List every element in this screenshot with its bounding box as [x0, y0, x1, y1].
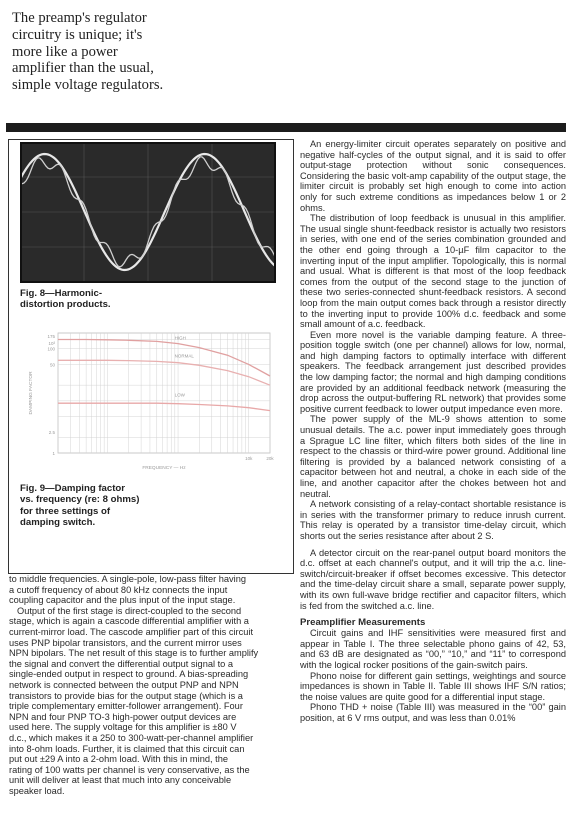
paragraph: Phono noise for different gain settings, weightings and source impedances is shown in Table II. Table III shows IHF S/N ratios; the noise values are quite good for a differential input stage. — [300, 670, 566, 702]
caption-line: Fig. 8—Harmonic- — [20, 288, 103, 299]
y-tick-label: 100 — [47, 346, 55, 352]
text-line: into 8-ohm loads. Further, it is claimed that this circuit can — [9, 743, 245, 754]
section-rule — [6, 123, 566, 132]
paragraph: The power supply of the ML-9 shows attention to some unusual details. The a.c. power input immediately goes through a Sprague LC line filter, which filters both sides of the line in respect to the chassis or third-wire power ground. Additional line filtering is provided by a balanced network consisting of a capacitor between hot and neutral, a choke in each side of the line, and another capacitor after the chokes between hot and neutral. — [300, 414, 566, 499]
y-tick-label: 2.5 — [48, 430, 55, 436]
left-column — [9, 574, 293, 796]
text-line: speaker load. — [9, 785, 65, 796]
text-line: NPN bipolars. The net result of this stage is to further amplify — [9, 648, 259, 659]
curve-label: NORMAL — [174, 353, 194, 359]
text-line: current-mirror load. The cascode amplifier part of this circuit — [9, 626, 254, 637]
text-line: unit will deliver at least that much into any conceivable — [9, 775, 232, 786]
text-line: network is connected between the output PNP and NPN — [9, 679, 239, 690]
text-line: rating of 100 watts per channel is very conservative, as the — [9, 764, 250, 775]
x-tick-label: 20k — [266, 456, 274, 461]
text-line: a cutoff frequency of about 80 kHz connects the input — [9, 584, 228, 595]
y-tick-label: 1 — [52, 451, 55, 456]
pull-quote-line: amplifier than the usual, — [12, 60, 154, 77]
caption-line: for three settings of — [20, 505, 111, 517]
y-tick-label: 50 — [49, 362, 55, 368]
text-line: single-ended output in respect to ground. A bias-spreading — [9, 669, 249, 680]
caption-line: damping switch. — [20, 517, 96, 529]
caption-line: distortion products. — [20, 299, 111, 311]
oscilloscope-trace — [20, 142, 276, 283]
fig8-caption — [20, 288, 111, 311]
curve-label: HIGH — [174, 335, 186, 341]
y-tick-label: 10³ — [48, 340, 55, 346]
paragraph: A detector circuit on the rear-panel output board monitors the d.c. offset at each channel's output, and it will trip the a.c. line-switch/circuit-breaker if offset becomes excessive. This detector and the time-delay circuit share a small, separate power supply, with its own full-wave bridge rectifier and capacitor filters, which is fed from the switched a.c. line. — [300, 547, 566, 611]
text-line: coupling capacitor and the plus input of the input stage. — [9, 595, 236, 606]
damping-chart-svg — [18, 325, 284, 475]
fig9-caption — [20, 483, 139, 529]
text-line: put out ±29 A into a 2-ohm load. With this in mind, the — [9, 754, 228, 765]
right-column — [300, 139, 566, 723]
paragraph: Even more novel is the variable damping feature. A three-position toggle switch (one per channel) allows for low, normal, and high damping factors to optimally interface with different speakers. The feedback arrangement just described provides the low damping factor; the normal and high damping conditions are provided by an additional feedback network (measuring the drop across the output-buffering RL network) that provides some positive current feedback to lower output impedance even more. — [300, 329, 566, 414]
paragraph: Phono THD + noise (Table III) was measured in the “00” gain position, at 6 V rms output, and was less than 0.01% — [300, 702, 566, 723]
x-tick-label: 10k — [245, 456, 253, 461]
paragraph: An energy-limiter circuit operates separately on positive and negative half-cycles of the output signal, and it is said to offer output-stage protection without sonic consequences. Considering the basic volt-amp capability of the output stage, the limiter circuit is probably set high enough to come into action only for such extreme conditions as impedances below 1 or 2 ohms. — [300, 139, 566, 213]
oscilloscope-photo — [20, 142, 276, 283]
paragraph: Circuit gains and IHF sensitivities were measured first and appear in Table I. The three selectable phono gains of 42, 53, and 63 dB are designated as “00,” “10,” and “11” to correspond with the logical rocker positions of the gain-switch pairs. — [300, 628, 566, 670]
y-axis-label: DAMPING FACTOR — [29, 371, 34, 415]
paragraph: The distribution of loop feedback is unusual in this amplifier. The usual single shunt-feedback resistor is actually two resistors in series, with one end of the series combination grounded and the other end going through a 10-µF film capacitor to the inverting input of the input amplifier. Topologically, this is normal and usual. What is different is that most of the loop feedback comes from the output of the second stage to the junction of these two series-connected shunt-feedback resistors. A second loop from the main output comes back through a resistor directly to the inverting input to provide 100% d.c. feedback and some small amount of a.c. feedback. — [300, 213, 566, 330]
caption-line: Fig. 9—Damping factor — [20, 483, 126, 494]
text-line: used here. The supply voltage for this amplifier is ±80 V — [9, 722, 237, 733]
text-line: uses PNP bipolar transistors, and the current mirror uses — [9, 637, 242, 648]
section-heading: Preamplifier Measurements — [300, 617, 426, 629]
paragraph: A network consisting of a relay-contact shortable resistance is in series with the transformer primary to reduce inrush current. This relay is operated by a transistor time-delay circuit, which shorts out the series resistance after about 2 S. — [300, 499, 566, 541]
text-line: to middle frequencies. A single-pole, low-pass filter having — [9, 574, 247, 584]
y-tick-label: 175 — [47, 334, 55, 340]
x-axis-label: FREQUENCY — Hz — [142, 466, 186, 471]
text-line: transistors to provide bias for the output stage (which is a — [9, 690, 243, 701]
pull-quote-line: The preamp's regulator — [12, 10, 147, 26]
pull-quote-line: circuitry is unique; it's — [12, 26, 143, 43]
text-line: d.c., which makes it a 250 to 300-watt-per-channel amplifier — [9, 732, 254, 743]
text-line: NPN and four PNP TO-3 high-power output devices are — [9, 711, 237, 722]
text-line: stage, which is again a cascode differential amplifier with a — [9, 616, 249, 627]
curve-label: LOW — [174, 392, 185, 398]
text-line: the signal and convert the differential output signal to a — [9, 658, 234, 669]
caption-line: vs. frequency (re: 8 ohms) — [20, 494, 140, 506]
pull-quote — [12, 10, 312, 94]
pull-quote-line: more like a power — [12, 43, 118, 60]
damping-chart — [18, 325, 284, 475]
plot-area — [58, 333, 270, 453]
text-line: Output of the first stage is direct-coupled to the second — [17, 605, 242, 616]
pull-quote-line: simple voltage regulators. — [12, 77, 164, 94]
text-line: triple complementary emitter-follower arrangement). Four — [9, 701, 243, 712]
